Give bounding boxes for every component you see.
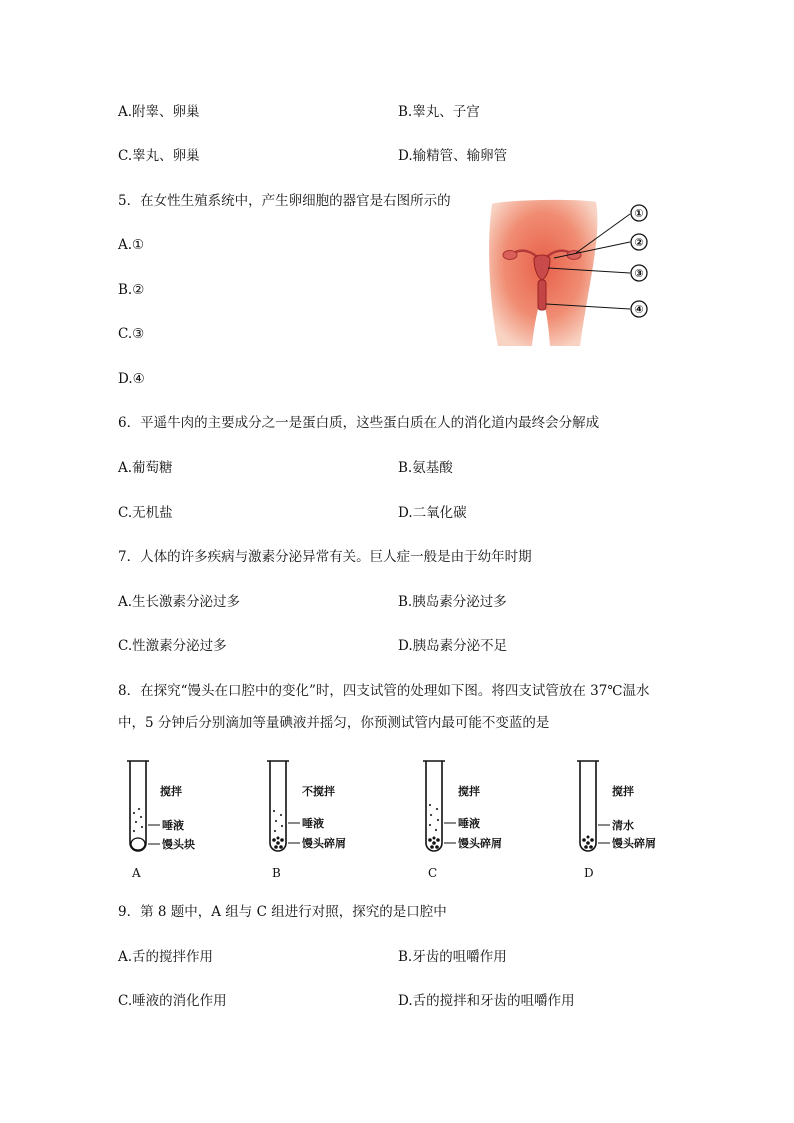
tube-d-bottom-label: 馒头碎屑 [612, 837, 656, 850]
q4-option-a: A.附睾、卵巢 [118, 104, 200, 120]
q7-option-c: C.性激素分泌过多 [118, 638, 227, 654]
q6-option-d: D.二氧化碳 [398, 505, 467, 521]
tube-c-letter: C [428, 866, 438, 880]
tube-c-bottom-label: 馒头碎屑 [458, 837, 502, 850]
tube-a-letter: A [132, 866, 141, 880]
tube-d-crumbs [582, 836, 594, 849]
q5-option-d: D.④ [118, 371, 145, 387]
tube-a-saliva-dots [133, 808, 143, 832]
q6-stem: 6．平遥牛肉的主要成分之一是蛋白质，这些蛋白质在人的消化道内最终会分解成 [118, 415, 600, 431]
tube-d-mid-label: 清水 [612, 819, 634, 832]
figure-label-3: ③ [634, 267, 644, 280]
tube-b-bottom-label: 馒头碎屑 [302, 837, 346, 850]
tube-c-crumbs [428, 837, 440, 849]
q8-stem-line2: 中，5 分钟后分别滴加等量碘液并摇匀，你预测试管内最可能不变蓝的是 [118, 715, 550, 731]
tube-b-top-label: 不搅拌 [302, 785, 335, 798]
q5-option-c: C.③ [118, 326, 145, 342]
test-tubes-figure [118, 755, 678, 885]
tube-b-saliva-dots [273, 810, 283, 832]
q5-stem: 5．在女性生殖系统中，产生卵细胞的器官是右图所示的 [118, 193, 451, 209]
q9-option-a: A.舌的搅拌作用 [118, 949, 214, 965]
q4-option-c: C.睾丸、卵巢 [118, 148, 200, 164]
tube-b-mid-label: 唾液 [302, 817, 324, 830]
q7-option-a: A.生长激素分泌过多 [118, 594, 241, 610]
q6-option-b: B.氨基酸 [398, 460, 453, 476]
tube-b-letter: B [272, 866, 281, 880]
q7-option-d: D.胰岛素分泌不足 [398, 638, 508, 654]
q4-option-b: B.睾丸、子宫 [398, 104, 480, 120]
q9-option-b: B.牙齿的咀嚼作用 [398, 949, 507, 965]
tube-d [577, 761, 656, 880]
q7-stem: 7．人体的许多疾病与激素分泌异常有关。巨人症一般是由于幼年时期 [118, 549, 532, 565]
figure-label-4: ④ [634, 303, 644, 316]
figure-label-2: ② [634, 236, 644, 249]
tube-a [127, 761, 195, 880]
tube-c [423, 761, 502, 880]
vagina-shape [538, 280, 546, 310]
q9-option-c: C.唾液的消化作用 [118, 993, 227, 1009]
q7-option-b: B.胰岛素分泌过多 [398, 594, 507, 610]
tube-b [267, 761, 346, 880]
q6-option-a: A.葡萄糖 [118, 460, 173, 476]
tube-c-top-label: 搅拌 [458, 785, 480, 798]
left-ovary-shape [503, 251, 517, 260]
tube-a-top-label: 搅拌 [160, 785, 182, 798]
q9-stem: 9．第 8 题中，A 组与 C 组进行对照，探究的是口腔中 [118, 904, 447, 920]
tube-b-crumbs [272, 837, 284, 849]
tube-c-saliva-dots [429, 804, 439, 831]
tube-d-letter: D [584, 866, 594, 880]
q8-stem-line1: 8．在探究“馒头在口腔中的变化”时，四支试管的处理如下图。将四支试管放在 37℃温水 [118, 683, 650, 699]
q4-option-d: D.输精管、输卵管 [398, 148, 508, 164]
female-reproductive-figure [484, 196, 664, 348]
figure-label-1: ① [634, 207, 644, 220]
tube-a-bottom-label: 馒头块 [162, 838, 195, 851]
q5-option-b: B.② [118, 282, 145, 298]
tube-d-top-label: 搅拌 [612, 785, 634, 798]
tube-c-mid-label: 唾液 [458, 817, 480, 830]
q9-option-d: D.舌的搅拌和牙齿的咀嚼作用 [398, 993, 575, 1009]
q6-option-c: C.无机盐 [118, 505, 173, 521]
tube-a-mid-label: 唾液 [162, 819, 184, 832]
tube-a-bread-block [131, 838, 145, 850]
q5-option-a: A.① [118, 237, 145, 253]
